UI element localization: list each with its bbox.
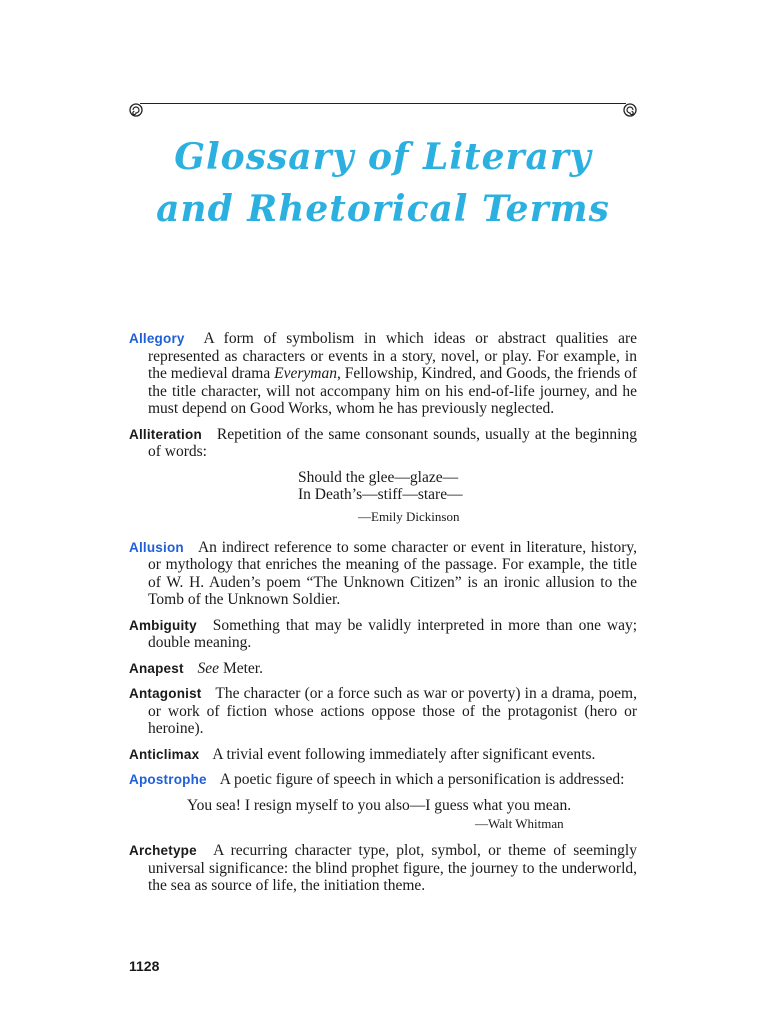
term-apostrophe[interactable]: Apostrophe: [129, 772, 207, 787]
glossary-list: [129, 330, 637, 903]
definition-antagonist: The character (or a force such as war or poverty) in a drama, poem, or work of fiction whose actions oppose those of the protagonist (hero or heroine).: [148, 685, 637, 737]
term-allegory[interactable]: Allegory: [129, 331, 185, 346]
term-anticlimax: Anticlimax: [129, 746, 200, 762]
term-archetype: Archetype: [129, 843, 197, 858]
page-title-line-1: Glossary of Literary: [174, 136, 592, 178]
definition-archetype: A recurring character type, plot, symbol, or theme of seemingly universal significance: the blind prophet figure, the journey to the underworld, the sea as source of life, the initiation theme.: [148, 842, 637, 894]
definition-ambiguity: Something that may be validly interpreted in more than one way; double meaning.: [148, 616, 638, 651]
header-rule: [128, 101, 638, 121]
definition-text-continued: , Fellowship, Kindred, and Goods, the friends of the title character, will not accompany him on his end-of-life journey, and he must depend on Good Works, whom he has previously neglected.: [148, 365, 638, 417]
definition-apostrophe: A poetic figure of speech in which a personification is addressed:: [219, 771, 625, 788]
definition-allegory: [148, 330, 637, 417]
glossary-entry-alliteration: [129, 426, 637, 461]
quote-line: You sea! I resign myself to you also—I guess what you mean.: [187, 796, 572, 814]
glossary-entry-antagonist: [129, 685, 637, 738]
definition-anticlimax: A trivial event following immediately after significant events.: [212, 745, 596, 763]
spiral-ornament-icon: [622, 101, 638, 117]
page-title-line-2: and Rhetorical Terms: [156, 188, 610, 230]
term-allusion[interactable]: Allusion: [129, 539, 184, 555]
quote-block-dickinson: [129, 469, 637, 525]
term-anapest: Anapest: [129, 660, 184, 676]
spiral-ornament-icon: [128, 101, 144, 117]
definition-text: A form of symbolism in which ideas or abstract qualities are represented as characters or events in a story, novel, or play. For example, in the medieval drama: [148, 330, 637, 382]
term-alliteration: Alliteration: [129, 426, 202, 442]
glossary-entry-anapest: [129, 660, 637, 678]
definition-alliteration: Repetition of the same consonant sounds, usually at the beginning of words:: [148, 425, 637, 460]
definition-italic-title: Everyman: [274, 365, 337, 382]
quote-line: Should the glee—glaze—: [298, 468, 459, 486]
glossary-entry-allusion: [129, 539, 637, 609]
glossary-entry-allegory: [129, 330, 637, 418]
quote-attribution: —Walt Whitman: [475, 816, 564, 831]
see-reference-target: Meter.: [219, 659, 263, 677]
quote-attribution: —Emily Dickinson: [358, 508, 460, 524]
glossary-entry-apostrophe: [129, 771, 637, 789]
glossary-entry-anticlimax: [129, 746, 637, 764]
definition-anapest: [198, 660, 263, 677]
see-reference: See: [197, 659, 220, 677]
definition-allusion: An indirect reference to some character or event in literature, history, or mythology that enriches the meaning of the passage. For example, the title of W. H. Auden’s poem “The Unknown Citizen” is an ironic allusion to the Tomb of the Unknown Soldier.: [148, 538, 637, 608]
term-antagonist: Antagonist: [129, 686, 202, 701]
glossary-entry-archetype: [129, 842, 637, 895]
header-rule-line: [140, 103, 626, 104]
page-number: 1128: [129, 958, 160, 974]
quote-line: In Death’s—stiff—stare—: [298, 486, 463, 503]
quote-block-whitman: [129, 797, 637, 833]
term-ambiguity: Ambiguity: [129, 617, 197, 633]
page-title: [128, 131, 638, 235]
glossary-entry-ambiguity: [129, 617, 637, 652]
